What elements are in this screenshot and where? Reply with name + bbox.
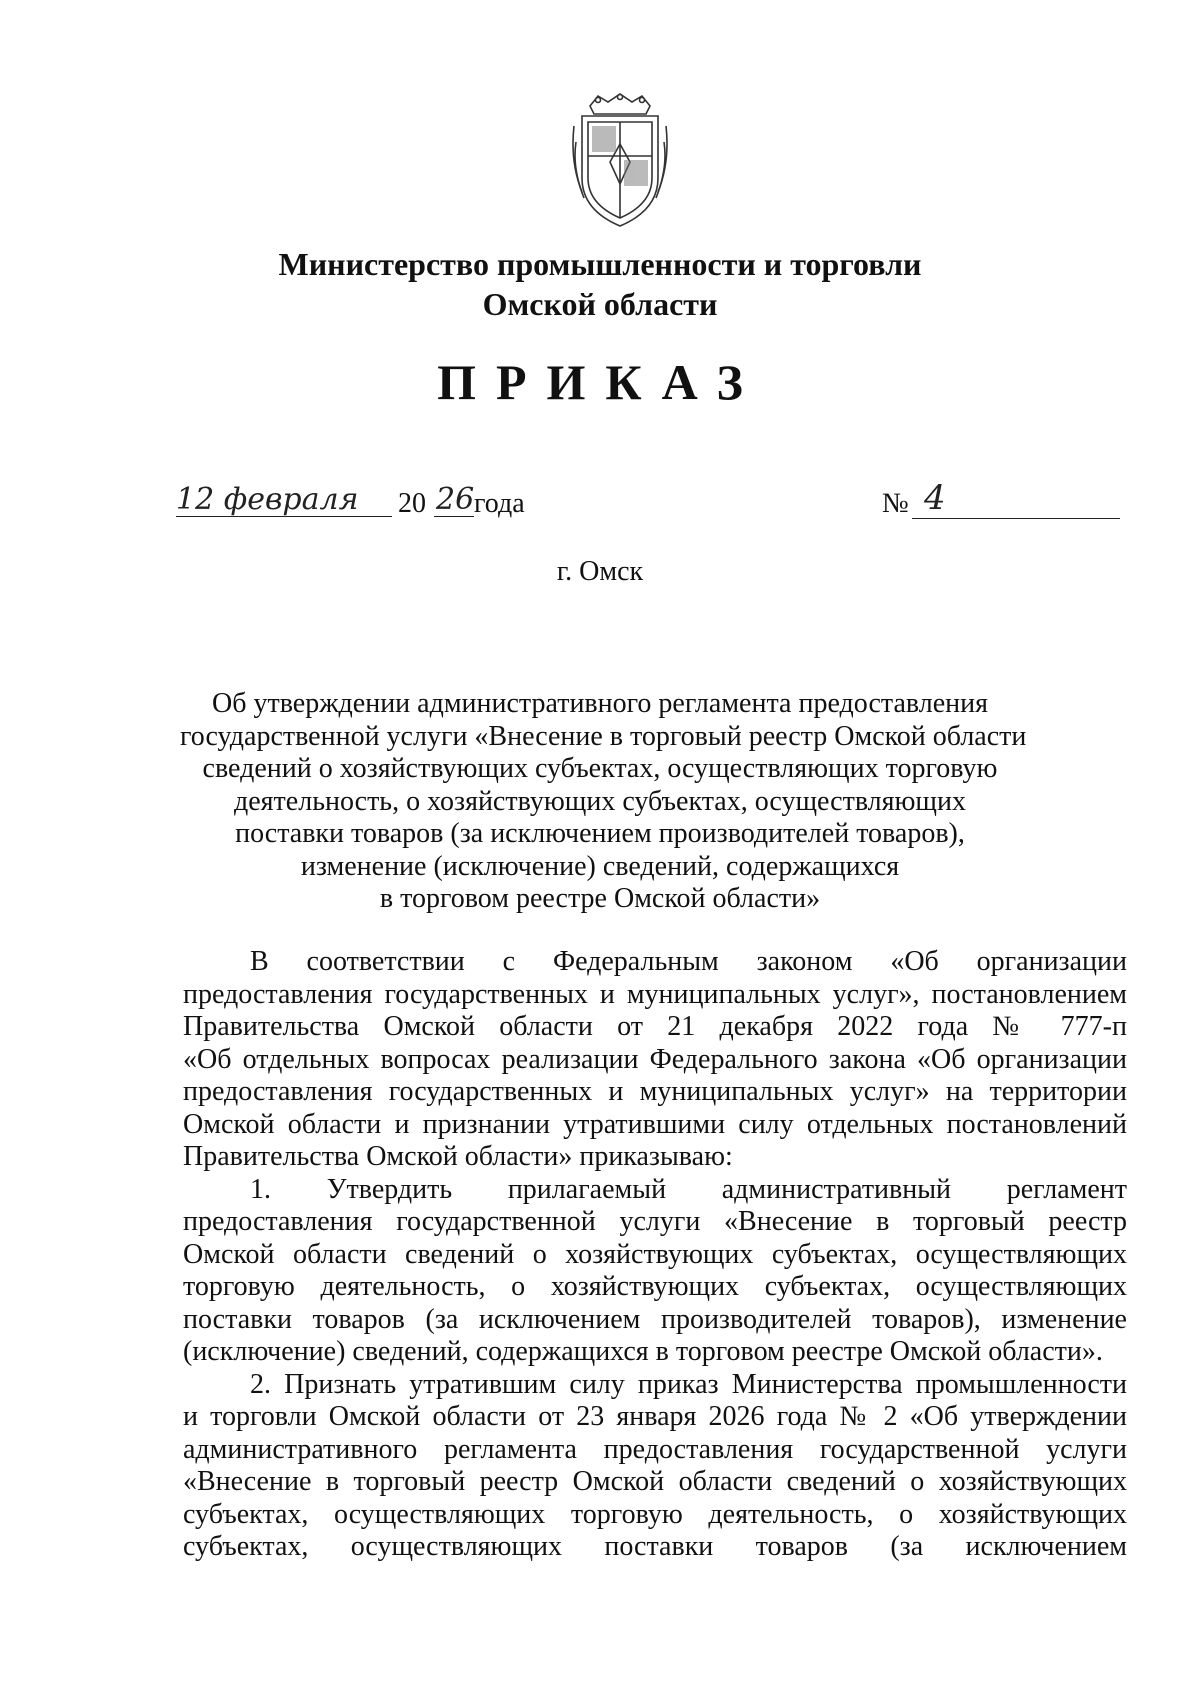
body-line: 2. Признать утратившим силу приказ Министерства промышленности: [250, 1368, 1127, 1400]
year-prefix: 20: [398, 488, 426, 519]
body-line: предоставления государственных и муниципальных услуг», постановлением: [183, 978, 1127, 1010]
handwritten-number: 4: [924, 478, 946, 518]
year-underline: [434, 516, 474, 517]
date-underline: [176, 516, 392, 517]
body-line: предоставления государственной услуги «Внесение в торговый реестр: [183, 1206, 1127, 1237]
subject-line: государственной услуги «Внесение в торговый реестр Омской области: [180, 720, 1027, 752]
year-word: года: [474, 488, 525, 519]
ministry-name: Министерство промышленности и торговли: [278, 246, 922, 282]
body-line: предоставления государственных и муниципальных услуг» на территории: [183, 1076, 1127, 1107]
body-line: Правительства Омской области от 21 декабря 2022 года № 777-п: [183, 1011, 1127, 1042]
body-line: Омской области сведений о хозяйствующих субъектах, осуществляющих: [183, 1238, 1127, 1270]
number-label: №: [882, 488, 909, 519]
number-underline: [912, 518, 1120, 519]
subject-line: в торговом реестре Омской области»: [379, 883, 821, 914]
body-line: Правительства Омской области» приказываю:: [183, 1141, 733, 1172]
subject-line: изменение (исключение) сведений, содержащихся: [300, 850, 900, 882]
city-name: г. Омск: [556, 556, 644, 587]
body-line: В соответствии с Федеральным законом «Об организации: [250, 946, 1127, 977]
date-number-row: [0, 478, 1200, 526]
body-line: (исключение) сведений, содержащихся в торговом реестре Омской области».: [183, 1336, 1103, 1367]
body-line: субъектах, осуществляющих торговую деятельность, о хозяйствующих: [183, 1498, 1127, 1530]
body-line: «Об отдельных вопросах реализации Федерального закона «Об организации: [183, 1043, 1127, 1075]
order-body: [183, 946, 1127, 1564]
body-line: поставки товаров (за исключением производителей товаров), изменение: [183, 1303, 1127, 1335]
body-line: торговую деятельность, о хозяйствующих субъектах, осуществляющих: [183, 1271, 1127, 1302]
subject-line: сведений о хозяйствующих субъектах, осуществляющих торговую: [202, 753, 998, 784]
body-line: Омской области и признании утратившими силу отдельных постановлений: [183, 1108, 1127, 1140]
body-line: 1. Утвердить прилагаемый административный регламент: [250, 1173, 1127, 1205]
document-type-title: ПРИКАЗ: [437, 354, 763, 410]
body-line: субъектах, осуществляющих поставки товаров (за исключением: [183, 1531, 1127, 1562]
ministry-region: Омской области: [482, 286, 718, 322]
subject-line: деятельность, о хозяйствующих субъектах, осуществляющих: [234, 785, 966, 817]
coat-of-arms-icon: [568, 92, 672, 232]
body-line: административного регламента предоставления государственной услуги: [183, 1433, 1127, 1465]
handwritten-year: 26: [436, 482, 475, 517]
body-line: и торговли Омской области от 23 января 2026 года № 2 «Об утверждении: [183, 1401, 1127, 1432]
body-line: «Внесение в торговый реестр Омской области сведений о хозяйствующих: [183, 1466, 1127, 1497]
handwritten-date: 12 февраля: [176, 482, 359, 517]
subject-line: Об утверждении административного регламента предоставления: [212, 688, 988, 719]
order-subject: [180, 688, 1027, 916]
subject-line: поставки товаров (за исключением производителей товаров),: [235, 818, 965, 849]
